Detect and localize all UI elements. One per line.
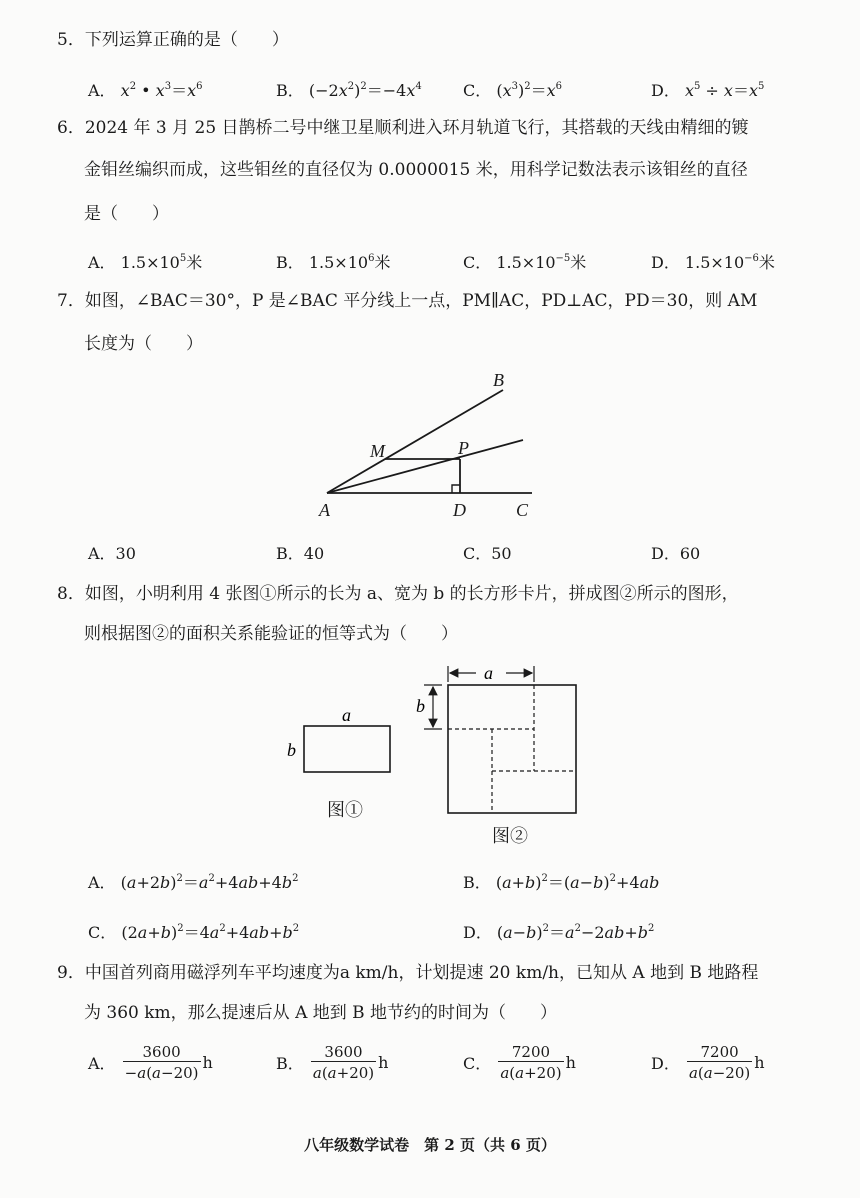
label-m: M <box>370 441 385 461</box>
q8-line1: 8．如图，小明利用 4 张图①所示的长为 a、宽为 b 的长方形卡片，拼成图②所示的图形， <box>57 584 739 604</box>
q6-line3: 是（ ） <box>84 204 169 224</box>
q6-line1: 6．2024 年 3 月 25 日鹊桥二号中继卫星顺利进入环月轨道飞行，其搭载的天线由精细的镀 <box>57 118 749 138</box>
bisector-ap <box>327 440 523 493</box>
q7-figure <box>310 368 550 528</box>
q9-option-d: D． $\frac{7200}{a(a-20)}$ h <box>651 1043 765 1082</box>
q6-line2: 金钼丝编织而成，这些钼丝的直径仅为 0.0000015 米，用科学记数法表示该钼丝的直径 <box>84 160 748 180</box>
q8-option-a: A． $(a+2b)^2=a^2+4ab+4b^2$ <box>88 873 299 892</box>
right-angle-mark <box>452 485 460 493</box>
fig2-label-b: b <box>416 696 425 716</box>
fig2-caption: 图② <box>492 826 528 847</box>
q6-option-b: B． $1.5\times 10^6$米 <box>276 253 391 272</box>
q9-option-c: C． $\frac{7200}{a(a+20)}$ h <box>463 1043 576 1082</box>
ray-ab <box>327 390 503 493</box>
q8-figure-1 <box>282 706 397 778</box>
fig1-caption: 图① <box>327 800 363 821</box>
fig2-label-a: a <box>484 663 493 683</box>
fig1-label-a: a <box>342 706 351 725</box>
fig1-label-b: b <box>287 740 296 760</box>
q8-figure-2 <box>414 660 580 818</box>
q7-option-a: A．30 <box>88 544 136 563</box>
label-c: C <box>516 500 529 520</box>
q5-option-a: A． $x^2$ • $x^3=x^6$ <box>88 81 203 100</box>
q5-stem: 5．下列运算正确的是（ ） <box>57 30 289 50</box>
q8-line2: 则根据图②的面积关系能验证的恒等式为（ ） <box>84 624 458 644</box>
q7-line1: 7．如图，∠BAC＝30°，P 是∠BAC 平分线上一点，PM∥AC，PD⊥AC，PD＝30，则 AM <box>57 291 758 311</box>
q7-option-c: C．50 <box>463 544 512 563</box>
q9-line1: 9．中国首列商用磁浮列车平均速度为a km/h，计划提速 20 km/h，已知从 A 地到 B 地路程 <box>57 963 759 983</box>
q9-option-b: B． $\frac{3600}{a(a+20)}$ h <box>276 1043 389 1082</box>
q8-option-c: C． $(2a+b)^2=4a^2+4ab+b^2$ <box>88 923 300 942</box>
q8-option-b: B． $(a+b)^2=(a-b)^2+4ab$ <box>463 873 660 892</box>
q5-option-b: B． $(-2x^2)^2=-4x^4$ <box>276 81 422 100</box>
q6-option-c: C． $1.5\times 10^{-5}$米 <box>463 253 587 272</box>
q7-option-b: B．40 <box>276 544 325 563</box>
label-p: P <box>458 438 469 458</box>
q5-option-c: C． $(x^3)^2=x^6$ <box>463 81 563 100</box>
label-a: A <box>319 500 330 520</box>
q7-option-d: D．60 <box>651 544 701 563</box>
q6-option-d: D． $1.5\times 10^{-6}$米 <box>651 253 775 272</box>
q5-option-d: D． $x^5 \div x=x^5$ <box>651 81 765 100</box>
label-d: D <box>453 500 466 520</box>
q9-line2: 为 360 km，那么提速后从 A 地到 B 地节约的时间为（ ） <box>84 1003 558 1023</box>
page-footer: 八年级数学试卷 第 2 页（共 6 页） <box>304 1136 556 1154</box>
q6-option-a: A． $1.5\times 10^5$米 <box>88 253 203 272</box>
q8-option-d: D． $(a-b)^2=a^2-2ab+b^2$ <box>463 923 655 942</box>
q9-option-a: A． $\frac{3600}{-a(a-20)}$ h <box>88 1043 213 1082</box>
label-b: B <box>493 370 504 390</box>
q7-line2: 长度为（ ） <box>84 334 203 354</box>
